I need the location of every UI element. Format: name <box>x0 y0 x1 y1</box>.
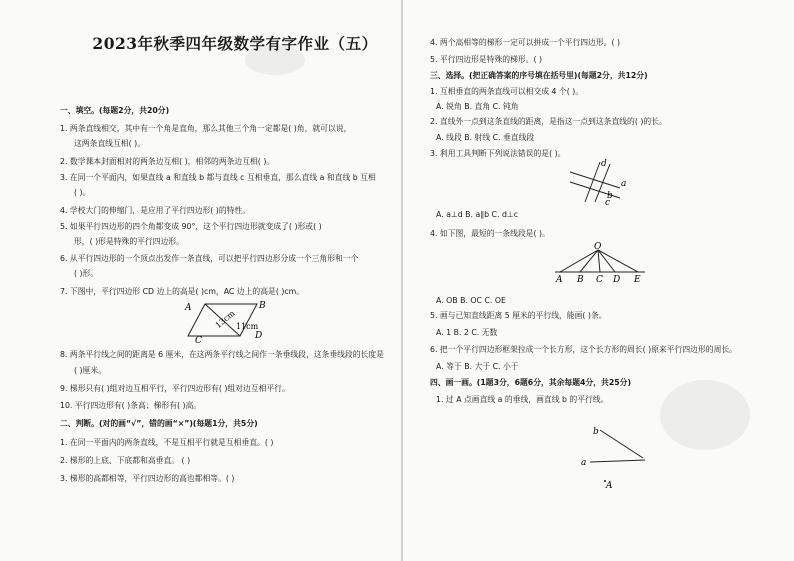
question-line: 1. 过 A 点画直线 a 的垂线，画直线 b 的平行线。 <box>436 395 609 404</box>
point-a-label: A <box>606 481 613 491</box>
question-line: 9. 梯形只有( )组对边互相平行，平行四边形有( )组对边互相平行。 <box>60 384 290 393</box>
line-a-label: a <box>621 179 627 189</box>
parallelogram-figure <box>185 298 275 346</box>
question-line: 6. 从平行四边形的一个顶点出发作一条直线，可以把平行四边形分成一个三角形和一个 <box>60 254 359 263</box>
question-line: A. OB B. OC C. OE <box>436 296 506 305</box>
height-label: 11cm <box>236 322 259 331</box>
point-a-label: A <box>556 275 563 285</box>
question-line: 4. 学校大门的伸缩门，是应用了平行四边形( )的特性。 <box>60 206 251 215</box>
question-line: 3. 在同一个平面内，如果直线 a 和直线 b 都与直线 c 互相垂直，那么直线 a 和直线 b 互相 <box>60 173 376 182</box>
point-e-label: E <box>634 275 641 285</box>
line-a-label: a <box>581 458 587 468</box>
vertex-d-label: D <box>255 331 263 341</box>
point-b-label: B <box>577 275 584 285</box>
point-d-label: D <box>613 275 621 285</box>
question-line: 3. 利用工具判断下列说法错误的是( )。 <box>430 149 566 158</box>
lines-figure <box>565 159 635 208</box>
question-line: 5. 画与已知直线距离 5 厘米的平行线，能画( )条。 <box>430 311 607 320</box>
side-length-label: 13cm <box>213 308 237 330</box>
question-line: 4. 如下图，最短的一条线段是( )。 <box>430 229 550 238</box>
line-b-label: b <box>593 427 599 437</box>
segments-figure <box>550 244 650 286</box>
question-line: 2. 梯形的上底、下底都和高垂直。 ( ) <box>60 456 191 465</box>
question-line: 7. 下图中，平行四边形 CD 边上的高是( )cm，AC 边上的高是( )cm。 <box>60 287 305 296</box>
section-heading: 二、判断。(对的画“√”，错的画“×”)(每题1分，共5分) <box>60 419 258 428</box>
question-line: ( )形。 <box>74 269 99 278</box>
question-line: 1. 在同一平面内的两条直线，不是互相平行就是互相垂直。( ) <box>60 438 274 447</box>
question-line: A. 等于 B. 大于 C. 小于 <box>436 362 519 371</box>
drawing-exercise-figure <box>575 420 655 490</box>
vertex-c-label: C <box>195 336 202 346</box>
point-o-label: O <box>594 242 602 252</box>
question-line: 1. 两条直线相交，其中有一个角是直角，那么其他三个角一定都是( )角，就可以说， <box>60 124 352 133</box>
question-line: A. 线段 B. 射线 C. 垂直线段 <box>436 133 535 142</box>
question-line: 2. 直线外一点到这条直线的距离，是指这一点到这条直线的( )的长。 <box>430 117 667 126</box>
question-line: A. 锐角 B. 直角 C. 钝角 <box>436 102 519 111</box>
question-line: ( )厘米。 <box>74 366 106 375</box>
vertex-a-label: A <box>185 303 192 313</box>
question-line: 6. 把一个平行四边形框架拉成一个长方形，这个长方形的周长( )原来平行四边形的周长。 <box>430 345 737 354</box>
question-line: 4. 两个高相等的梯形一定可以拼成一个平行四边形。( ) <box>430 38 621 47</box>
vertex-b-label: B <box>259 301 266 311</box>
question-line: A. a⊥d B. a∥b C. d⊥c <box>436 210 518 219</box>
point-c-label: C <box>596 275 603 285</box>
line-c-label: c <box>605 198 611 208</box>
section-heading: 一、填空。(每题2分，共20分) <box>60 106 170 115</box>
question-line: ( )。 <box>74 188 91 197</box>
question-line: A. 1 B. 2 C. 无数 <box>436 328 498 337</box>
scan-smudge <box>660 380 750 450</box>
question-line: 10. 平行四边形有( )条高；梯形有( )高。 <box>60 401 202 410</box>
line-d-label: d <box>601 159 607 169</box>
question-line: 5. 平行四边形是特殊的梯形。( ) <box>430 55 543 64</box>
section-heading: 四、画一画。(1题3分，6题6分，其余每题4分，共25分) <box>430 378 632 387</box>
question-line: 5. 如果平行四边形的四个角都变成 90°，这个平行四边形就变成了( )形或( ) <box>60 222 322 231</box>
question-line: 3. 梯形的高都相等，平行四边形的高也都相等。( ) <box>60 474 235 483</box>
section-heading: 三、选择。(把正确答案的序号填在括号里)(每题2分，共12分) <box>430 71 648 80</box>
worksheet-title: 2023年秋季四年级数学有字作业（五） <box>92 34 378 53</box>
question-line: 8. 两条平行线之间的距离是 6 厘米，在这两条平行线之间作一条垂线段，这条垂线段的长度是 <box>60 350 384 359</box>
question-line: 1. 互相垂直的两条直线可以相交成 4 个( )。 <box>430 87 584 96</box>
page-fold <box>401 0 403 561</box>
question-line: 这两条直线互相( )。 <box>74 139 145 148</box>
question-line: 2. 数学课本封面相对的两条边互相( )，相邻的两条边互相( )。 <box>60 157 275 166</box>
question-line: 形，( )形是特殊的平行四边形。 <box>74 237 184 246</box>
line-b-label: b <box>607 191 613 201</box>
